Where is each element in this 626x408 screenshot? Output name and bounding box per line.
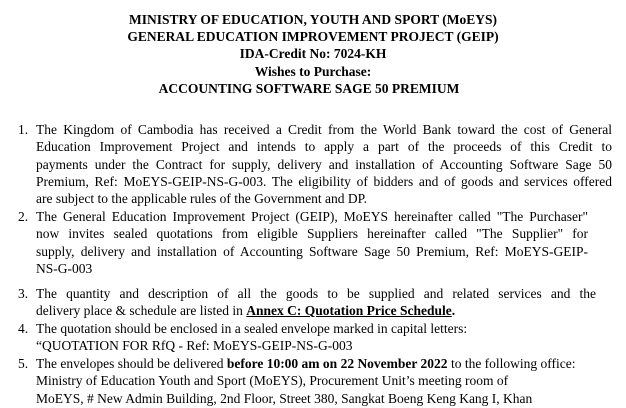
text-line <box>36 355 612 372</box>
credit-number: IDA-Credit No: 7024-KH <box>239 46 387 62</box>
text-span: delivery place & schedule are listed in <box>36 303 247 319</box>
text-line: “QUOTATION FOR RfQ - Ref: MoEYS-GEIP-NS-G-003 <box>36 338 353 354</box>
item-text <box>36 285 596 320</box>
text-span: The envelopes should be delivered <box>36 356 227 371</box>
ministry-title: MINISTRY OF EDUCATION, YOUTH AND SPORT (MoEYS) <box>129 12 497 27</box>
text-line: payments under the Contract for supply, delivery and installation of Accounting Software Sage 50 <box>36 156 612 172</box>
item-number: 4. <box>18 321 29 336</box>
text-span: . <box>451 303 456 319</box>
item-number: 3. <box>18 286 29 301</box>
text-line: The General Education Improvement Project (GEIP), MoEYS hereinafter called "The Purchaser" <box>36 209 588 224</box>
text-line: MoEYS, # New Admin Building, 2nd Floor, Street 380, Sangkat Boeng Keng Kang I, Khan <box>36 390 533 406</box>
text-line: supply, delivery and installation of Accounting Software Sage 50 Premium, Ref: MoEYS-GEIP- <box>36 243 588 259</box>
item-text <box>36 355 612 407</box>
text-line: now invites sealed quotations from eligible Suppliers hereinafter called "The Supplier" for <box>36 226 588 242</box>
text-line: The quantity and description of all the goods to be supplied and related services and the <box>36 286 596 301</box>
text-line: Ministry of Education Youth and Sport (MoEYS), Procurement Unit’s meeting room of <box>36 373 509 389</box>
annex-reference: Annex C: Quotation Price Schedule <box>246 303 452 319</box>
text-line: Premium, Ref: MoEYS-GEIP-NS-G-003. The eligibility of bidders and of goods and services offered <box>36 173 612 189</box>
item-text <box>36 320 612 355</box>
text-line: Education Improvement Project and intends to apply a part of the proceeds of this Credit to <box>36 139 612 155</box>
item-text <box>36 208 588 277</box>
text-line: are subject to the applicable rules of the Government and DP. <box>36 191 368 207</box>
text-line: The Kingdom of Cambodia has received a Credit from the World Bank toward the cost of General <box>36 122 612 137</box>
item-number: 1. <box>18 122 29 137</box>
text-line: The quotation should be enclosed in a sealed envelope marked in capital letters: <box>36 321 468 336</box>
purchase-subject: ACCOUNTING SOFTWARE SAGE 50 PREMIUM <box>158 80 460 96</box>
item-number: 5. <box>18 356 29 371</box>
text-line <box>36 302 596 319</box>
notice-header <box>0 11 626 97</box>
item-text <box>36 121 612 207</box>
deadline: before 10:00 am on 22 November 2022 <box>226 356 448 371</box>
project-title: GENERAL EDUCATION IMPROVEMENT PROJECT (GEIP) <box>127 29 499 45</box>
text-line: NS-G-003 <box>36 260 93 276</box>
purchase-heading: Wishes to Purchase: <box>254 63 372 79</box>
item-number: 2. <box>18 209 29 224</box>
text-span: to the following office: <box>447 356 576 371</box>
